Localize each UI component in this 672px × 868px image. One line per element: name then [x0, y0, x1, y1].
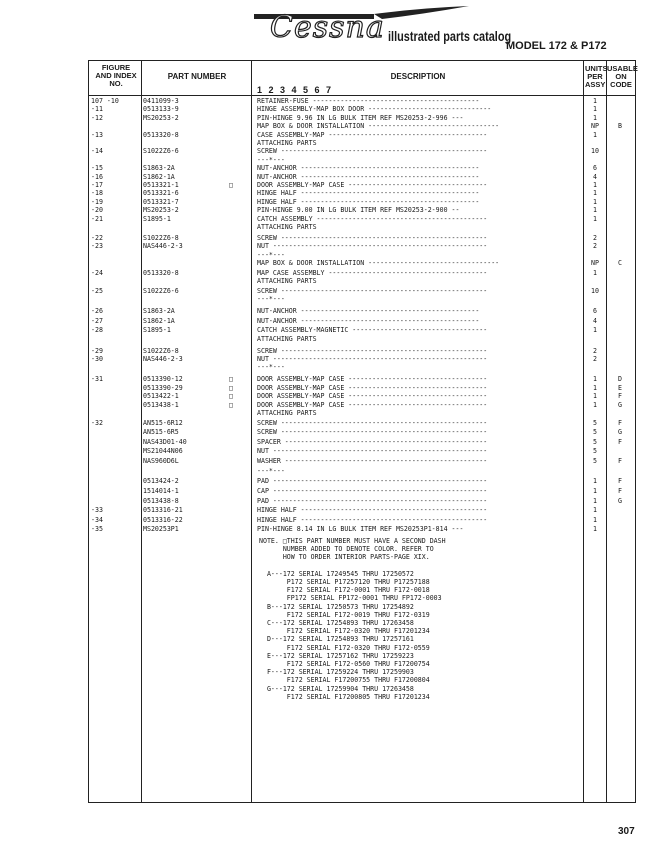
description-cell: DOOR ASSEMBLY-MAP CASE ----------------------------------- [257, 181, 488, 189]
table-row [89, 317, 635, 325]
usable-code-cell: D [618, 375, 622, 384]
units-cell: 5 [593, 437, 597, 446]
figure-index-cell: -32 [91, 418, 103, 427]
figure-index-cell: -25 [91, 286, 103, 295]
table-row [89, 287, 635, 295]
part-number-cell: NAS43D01-40 [143, 437, 187, 446]
note-line: FP172 SERIAL FP172-0001 THRU FP172-0003 [259, 594, 442, 603]
part-number-cell: 0513424-2 [143, 477, 179, 486]
figure-index-cell: 107 -10 [91, 97, 119, 105]
note-line: G---172 SERIAL 17259904 THRU 17263458 [259, 684, 414, 693]
usable-code-cell: C [618, 259, 622, 267]
table-row [89, 335, 635, 343]
table-row [89, 181, 635, 189]
note-line: D---172 SERIAL 17254893 THRU 17257161 [259, 635, 414, 644]
usable-code-cell: G [618, 400, 622, 409]
notes-block [259, 537, 446, 701]
description-cell: DOOR ASSEMBLY-MAP CASE ----------------------------------- [257, 383, 488, 392]
usable-code-cell: G [618, 428, 622, 437]
note-line: F172 SERIAL F172-0019 THRU F172-0319 [259, 610, 430, 619]
units-cell: NP [591, 259, 599, 267]
usable-code-cell: F [618, 418, 622, 427]
table-row [89, 467, 635, 475]
description-cell: ---*--- [257, 295, 285, 303]
units-cell: 1 [593, 268, 597, 277]
col-head-depth: 1 2 3 4 5 6 7 [257, 85, 334, 95]
table-row [89, 269, 635, 277]
figure-index-cell: -13 [91, 130, 103, 139]
description-cell: SCREW ---------------------------------------------------- [257, 346, 488, 355]
table-row [89, 198, 635, 206]
units-cell: 1 [593, 97, 597, 105]
description-cell: MAP BOX & DOOR INSTALLATION --------------------------------- [257, 122, 500, 131]
units-cell: 1 [593, 181, 597, 189]
figure-index-cell: -15 [91, 164, 103, 173]
description-cell: ATTACHING PARTS [257, 223, 317, 231]
units-cell: 4 [593, 172, 597, 181]
description-cell: CATCH ASSEMBLY ------------------------------------------- [257, 214, 488, 223]
header-divider [89, 95, 635, 96]
parts-table [88, 60, 636, 803]
part-number-cell: S1022Z6-6 [143, 147, 179, 156]
table-row [89, 409, 635, 417]
col-head-figure-index: FIGURE AND INDEX NO. [95, 63, 137, 88]
description-cell: DOOR ASSEMBLY-MAP CASE ----------------------------------- [257, 400, 488, 409]
units-cell: 5 [593, 457, 597, 465]
figure-index-cell: -35 [91, 525, 103, 534]
description-cell: DOOR ASSEMBLY-MAP CASE ----------------------------------- [257, 375, 488, 384]
note-line: F172 SERIAL F172-0560 THRU F17200754 [259, 660, 430, 669]
units-cell: 1 [593, 515, 597, 524]
units-cell: 5 [593, 428, 597, 437]
table-row [89, 516, 635, 524]
table-row [89, 215, 635, 223]
units-cell: 1 [593, 105, 597, 114]
units-cell: 1 [593, 525, 597, 534]
note-line [259, 562, 446, 570]
note-line: F172 SERIAL F17200755 THRU F17200804 [259, 676, 430, 685]
table-row [89, 375, 635, 383]
description-cell: CATCH ASSEMBLY-MAGNETIC ---------------------------------- [257, 326, 488, 335]
part-number-cell: S1862-1A [143, 172, 175, 181]
description-cell: PIN-HINGE 9.96 IN LG BULK ITEM REF MS20253-2-996 --- [257, 113, 464, 122]
part-number-cell: MS20253-2 [143, 113, 179, 122]
description-cell: RETAINER-FUSE ------------------------------------------ [257, 97, 480, 105]
figure-index-cell: -34 [91, 515, 103, 524]
units-cell: 1 [593, 189, 597, 198]
part-number-cell: NAS446-2-3 [143, 242, 183, 251]
units-cell: 2 [593, 346, 597, 355]
description-cell: WASHER --------------------------------------------------- [257, 457, 488, 465]
description-cell: NUT-ANCHOR --------------------------------------------- [257, 307, 480, 315]
description-cell: HINGE ASSEMBLY-MAP BOX DOOR ------------------------------- [257, 105, 492, 114]
units-cell: 1 [593, 400, 597, 409]
figure-index-cell: -27 [91, 316, 103, 325]
table-row [89, 392, 635, 400]
units-cell: 1 [593, 113, 597, 122]
part-number-cell: S1022Z6-6 [143, 286, 179, 295]
part-number-cell: 0513321-1 [143, 181, 179, 189]
figure-index-cell: -17 [91, 181, 103, 189]
table-row [89, 419, 635, 427]
table-row [89, 105, 635, 113]
figure-index-cell: -11 [91, 105, 103, 114]
note-line: NUMBER ADDED TO DENOTE COLOR. REFER TO [259, 545, 434, 554]
figure-index-cell: -21 [91, 214, 103, 223]
table-row [89, 189, 635, 197]
table-row [89, 355, 635, 363]
table-row [89, 438, 635, 446]
description-cell: PIN-HINGE 8.14 IN LG BULK ITEM REF MS20253P1-814 --- [257, 525, 464, 534]
table-row [89, 326, 635, 334]
description-cell: PIN-HINGE 9.00 IN LG BULK ITEM REF MS20253-2-900 -- [257, 206, 460, 215]
table-row [89, 164, 635, 172]
units-cell: 1 [593, 130, 597, 139]
brand-logo: Cessna [270, 10, 385, 45]
description-cell: SPACER --------------------------------------------------- [257, 437, 488, 446]
units-cell: 2 [593, 355, 597, 363]
figure-index-cell: -29 [91, 346, 103, 355]
description-cell: NUT ------------------------------------------------------ [257, 355, 488, 363]
col-head-units: UNITS PER ASSY [585, 64, 608, 89]
units-cell: 5 [593, 418, 597, 427]
table-row [89, 525, 635, 533]
units-cell: 1 [593, 206, 597, 215]
col-head-description: DESCRIPTION [390, 72, 446, 81]
description-cell: MAP BOX & DOOR INSTALLATION --------------------------------- [257, 259, 500, 267]
part-number-cell: NAS446-2-3 [143, 355, 183, 363]
table-row [89, 447, 635, 455]
description-cell: CASE ASSEMBLY-MAP ---------------------------------------- [257, 130, 488, 139]
figure-index-cell: -12 [91, 113, 103, 122]
table-row [89, 457, 635, 465]
description-cell: NUT-ANCHOR --------------------------------------------- [257, 316, 480, 325]
units-cell: 10 [591, 286, 599, 295]
part-number-cell: AN515-6R5 [143, 428, 179, 437]
figure-index-cell: -14 [91, 147, 103, 156]
page-number: 307 [618, 826, 635, 837]
note-line: F172 SERIAL F172-0320 THRU F17201234 [259, 627, 430, 636]
table-row [89, 156, 635, 164]
table-row [89, 487, 635, 495]
part-number-cell: MS21044N06 [143, 447, 183, 456]
units-cell: 1 [593, 197, 597, 206]
units-cell: 1 [593, 496, 597, 505]
figure-index-cell: -28 [91, 326, 103, 335]
color-mark-cell: □ [229, 375, 233, 384]
units-cell: 2 [593, 242, 597, 251]
units-cell: 10 [591, 147, 599, 156]
description-cell: ---*--- [257, 155, 285, 164]
col-head-usable: USABLE ON CODE [607, 64, 638, 89]
table-row [89, 497, 635, 505]
usable-code-cell: F [618, 437, 622, 446]
units-cell: 1 [593, 392, 597, 401]
part-number-cell: S1022Z6-8 [143, 346, 179, 355]
units-cell: 6 [593, 307, 597, 315]
units-cell: 1 [593, 383, 597, 392]
part-number-cell: 0513438-8 [143, 496, 179, 505]
table-row [89, 131, 635, 139]
usable-code-cell: E [618, 383, 622, 392]
table-row [89, 428, 635, 436]
units-cell: 1 [593, 375, 597, 384]
color-mark-cell: □ [229, 383, 233, 392]
part-number-cell: 0513390-29 [143, 383, 183, 392]
units-cell: 5 [593, 447, 597, 456]
note-line: F172 SERIAL F17200805 THRU F17201234 [259, 692, 430, 701]
description-cell: ---*--- [257, 363, 285, 372]
part-number-cell: S1895-1 [143, 326, 171, 335]
note-line: NOTE. □THIS PART NUMBER MUST HAVE A SECOND DASH [259, 537, 446, 545]
note-line: B---172 SERIAL 17250573 THRU 17254892 [259, 602, 414, 611]
note-line: HOW TO ORDER INTERIOR PARTS-PAGE XIX. [259, 553, 430, 562]
description-cell: HINGE HALF --------------------------------------------- [257, 197, 480, 206]
part-number-cell: S1863-2A [143, 307, 175, 315]
table-row [89, 277, 635, 285]
table-row [89, 122, 635, 130]
table-row [89, 114, 635, 122]
part-number-cell: AN515-6R12 [143, 418, 183, 427]
units-cell: 4 [593, 316, 597, 325]
description-cell: SCREW ---------------------------------------------------- [257, 418, 488, 427]
usable-code-cell: G [618, 496, 622, 505]
units-cell: 6 [593, 164, 597, 173]
figure-index-cell: -19 [91, 197, 103, 206]
units-cell: 1 [593, 326, 597, 335]
description-cell: PAD ------------------------------------------------------ [257, 496, 488, 505]
part-number-cell: 0513133-9 [143, 105, 179, 114]
table-row [89, 307, 635, 315]
part-number-cell: 0513320-8 [143, 268, 179, 277]
description-cell: MAP CASE ASSEMBLY ---------------------------------------- [257, 268, 488, 277]
table-row [89, 173, 635, 181]
table-row [89, 139, 635, 147]
table-row [89, 506, 635, 514]
part-number-cell: 0411099-3 [143, 97, 179, 105]
note-line: P172 SERIAL P17257120 THRU P17257188 [259, 578, 430, 587]
color-mark-cell: □ [229, 400, 233, 409]
color-mark-cell: □ [229, 181, 233, 189]
part-number-cell: S1895-1 [143, 214, 171, 223]
part-number-cell: 0513321-7 [143, 197, 179, 206]
figure-index-cell: -24 [91, 268, 103, 277]
table-row [89, 242, 635, 250]
model-label: MODEL 172 & P172 [506, 40, 607, 52]
catalog-title: illustrated parts catalog [388, 28, 512, 44]
part-number-cell: S1863-2A [143, 164, 175, 173]
usable-code-cell: F [618, 477, 622, 486]
table-row [89, 206, 635, 214]
part-number-cell: MS20253P1 [143, 525, 179, 534]
description-cell: NUT-ANCHOR --------------------------------------------- [257, 172, 480, 181]
part-number-cell: 0513422-1 [143, 392, 179, 401]
note-line: F---172 SERIAL 17259224 THRU 17259903 [259, 668, 414, 677]
part-number-cell: MS20253-2 [143, 206, 179, 215]
table-row [89, 97, 635, 105]
units-cell: NP [591, 122, 599, 131]
figure-index-cell: -31 [91, 375, 103, 384]
table-row [89, 401, 635, 409]
table-row [89, 259, 635, 267]
description-cell: ATTACHING PARTS [257, 139, 317, 147]
description-cell: ---*--- [257, 466, 285, 475]
units-cell: 1 [593, 214, 597, 223]
table-row [89, 384, 635, 392]
part-number-cell: 0513321-6 [143, 189, 179, 198]
figure-index-cell: -30 [91, 355, 103, 363]
figure-index-cell: -23 [91, 242, 103, 251]
usable-code-cell: B [618, 122, 622, 131]
note-line: E---172 SERIAL 17257162 THRU 17259223 [259, 651, 414, 660]
description-cell: PAD ------------------------------------------------------ [257, 477, 488, 486]
part-number-cell: S1022Z6-8 [143, 233, 179, 242]
part-number-cell: 1514014-1 [143, 487, 179, 495]
description-cell: ATTACHING PARTS [257, 277, 317, 285]
figure-index-cell: -33 [91, 506, 103, 515]
units-cell: 1 [593, 506, 597, 515]
part-number-cell: 0513316-22 [143, 515, 183, 524]
part-number-cell: NAS960D6L [143, 457, 179, 465]
description-cell: HINGE HALF ----------------------------------------------- [257, 506, 488, 515]
description-cell: SCREW ---------------------------------------------------- [257, 428, 488, 437]
col-head-part-number: PART NUMBER [167, 72, 227, 81]
part-number-cell: 0513390-12 [143, 375, 183, 384]
figure-index-cell: -26 [91, 307, 103, 315]
table-row [89, 295, 635, 303]
figure-index-cell: -18 [91, 189, 103, 198]
part-number-cell: 0513316-21 [143, 506, 183, 515]
note-line: F172 SERIAL F172-0320 THRU F172-0559 [259, 643, 430, 652]
figure-index-cell: -16 [91, 172, 103, 181]
description-cell: CAP ------------------------------------------------------ [257, 487, 488, 495]
description-cell: SCREW ---------------------------------------------------- [257, 233, 488, 242]
table-row [89, 147, 635, 155]
figure-index-cell: -20 [91, 206, 103, 215]
description-cell: ---*--- [257, 250, 285, 259]
units-cell: 2 [593, 233, 597, 242]
description-cell: ATTACHING PARTS [257, 334, 317, 343]
part-number-cell: 0513438-1 [143, 400, 179, 409]
units-cell: 1 [593, 477, 597, 486]
table-row [89, 234, 635, 242]
description-cell: SCREW ---------------------------------------------------- [257, 147, 488, 156]
description-cell: ATTACHING PARTS [257, 409, 317, 417]
note-line: F172 SERIAL F172-0001 THRU F172-0018 [259, 586, 430, 595]
description-cell: NUT ------------------------------------------------------ [257, 242, 488, 251]
description-cell: NUT-ANCHOR --------------------------------------------- [257, 164, 480, 173]
color-mark-cell: □ [229, 392, 233, 401]
note-line: C---172 SERIAL 17254893 THRU 17263458 [259, 619, 414, 628]
table-row [89, 477, 635, 485]
description-cell: HINGE HALF ----------------------------------------------- [257, 515, 488, 524]
units-cell: 1 [593, 487, 597, 495]
description-cell: HINGE HALF --------------------------------------------- [257, 189, 480, 198]
description-cell: DOOR ASSEMBLY-MAP CASE ----------------------------------- [257, 392, 488, 401]
table-row [89, 251, 635, 259]
usable-code-cell: F [618, 487, 622, 495]
table-row [89, 223, 635, 231]
usable-code-cell: F [618, 392, 622, 401]
part-number-cell: S1862-1A [143, 316, 175, 325]
usable-code-cell: F [618, 457, 622, 465]
note-line: A---172 SERIAL 17249545 THRU 17250572 [259, 569, 414, 578]
description-cell: NUT ------------------------------------------------------ [257, 447, 488, 456]
table-row [89, 363, 635, 371]
description-cell: SCREW ---------------------------------------------------- [257, 286, 488, 295]
page-header [0, 0, 672, 60]
table-row [89, 347, 635, 355]
part-number-cell: 0513320-8 [143, 130, 179, 139]
logo [270, 6, 512, 54]
figure-index-cell: -22 [91, 233, 103, 242]
